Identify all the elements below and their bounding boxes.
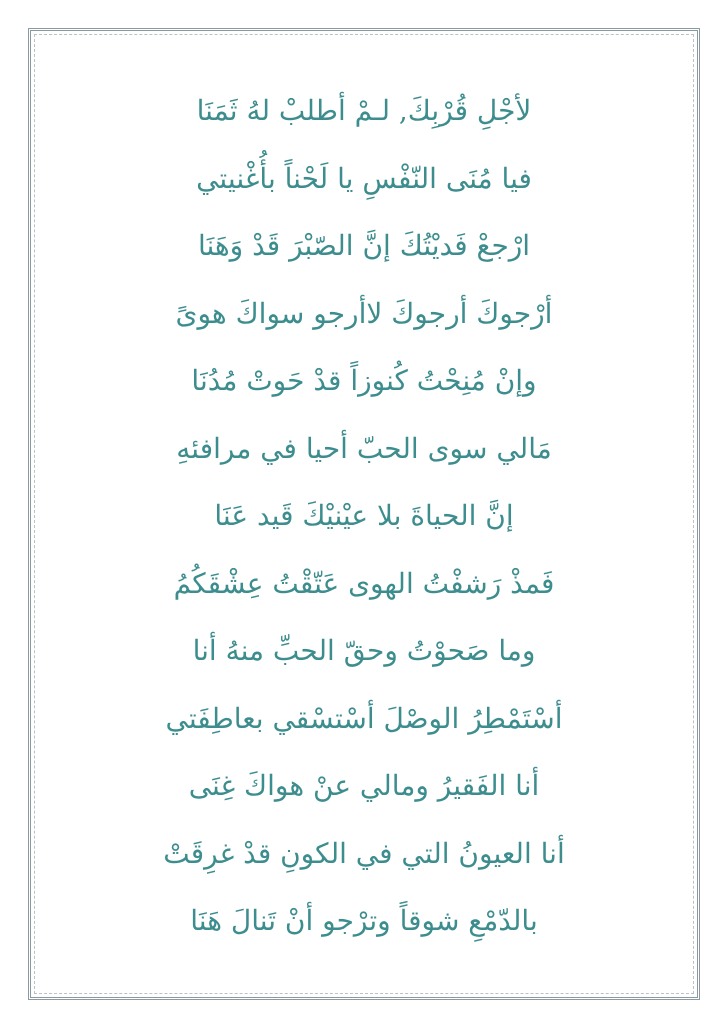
poem-line: لأجْلِ قُرْبِكَ, لـمْ أطلبْ لهُ ثَمَنَا bbox=[196, 94, 532, 127]
poem bbox=[40, 88, 688, 966]
poem-line: وما صَحوْتُ وحقّ الحبِّ منهُ أنا bbox=[192, 634, 536, 667]
poem-line: أسْتَمْطِرُ الوصْلَ أسْتسْقي بعاطِفَتي bbox=[165, 701, 563, 735]
poem-line: ارْجعْ فَديْتُكَ إنَّ الصّبْرَ قَدْ وَهَنَا bbox=[197, 229, 531, 262]
poem-line: بالدّمْعِ شوقاً وترْجو أنْ تَنالَ هَنَا bbox=[190, 904, 538, 937]
poem-line: إنَّ الحياةَ بلا عيْنيْكَ قَيد عَنَا bbox=[214, 499, 514, 532]
poem-line: مَالي سوى الحبّ أحيا في مرافئهِ bbox=[176, 431, 552, 465]
poem-line: أنا الفَقيرُ ومالي عنْ هواكَ غِنَى bbox=[188, 769, 540, 802]
poem-line: أنا العيونُ التي في الكونِ قدْ غرِقَتْ bbox=[163, 836, 565, 870]
poem-line: فيا مُنَى النّفْسِ يا لَحْناً بأُغْنيتي bbox=[196, 161, 532, 195]
poem-line: فَمذْ رَشفْتُ الهوى عَتّقْتُ عِشْقَكُمُ bbox=[173, 566, 555, 600]
poem-line: أرْجوكَ أرجوكَ لاأرجو سواكَ هوىً bbox=[175, 296, 553, 330]
poem-line: وإنْ مُنِحْتُ كُنوزاً قدْ حَوتْ مُدُنَا bbox=[191, 364, 537, 397]
